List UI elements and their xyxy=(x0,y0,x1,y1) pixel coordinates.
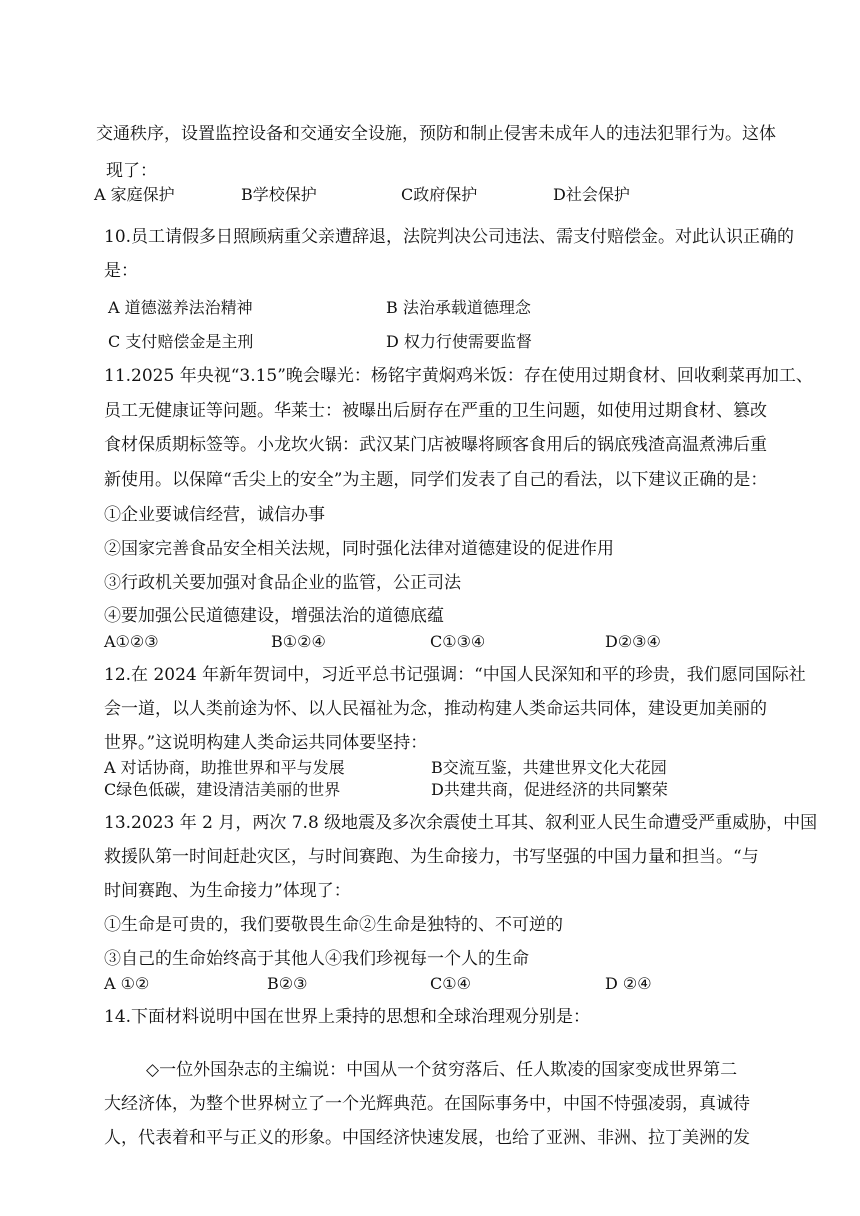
q11-stem-line3: 食材保质期标签等。小龙坎火锅：武汉某门店被曝将顾客食用后的锅底残渣高温煮沸后重 xyxy=(104,435,767,455)
q13-item-1: ①生命是可贵的，我们要敬畏生命②生命是独特的、不可逆的 xyxy=(104,915,563,935)
q12-option-b: B交流互鉴，共建世界文化大花园 xyxy=(431,758,667,777)
q12-option-a: A 对话协商，助推世界和平与发展 xyxy=(104,758,345,777)
q9-option-b: B学校保护 xyxy=(241,185,317,204)
q10-option-b: B 法治承载道德理念 xyxy=(386,298,531,317)
q10-stem-line1: 10.员工请假多日照顾病重父亲遭辞退，法院判决公司违法、需支付赔偿金。对此认识正确的 xyxy=(104,227,795,247)
q9-stem-line1: 交通秩序，设置监控设备和交通安全设施，预防和制止侵害未成年人的违法犯罪行为。这体 xyxy=(96,124,776,144)
q11-stem-line4: 新使用。以保障“舌尖上的安全”为主题，同学们发表了自己的看法，以下建议正确的是： xyxy=(104,470,768,490)
q14-material-line2: 大经济体，为整个世界树立了一个光辉典范。在国际事务中，中国不恃强凌弱，真诚待 xyxy=(104,1094,750,1114)
q11-option-b: B①②④ xyxy=(271,632,326,651)
q10-option-d: D 权力行使需要监督 xyxy=(386,332,532,351)
q10-option-a: A 道德滋养法治精神 xyxy=(108,298,253,317)
q13-option-a: A ①② xyxy=(104,974,150,993)
q10-stem-line2: 是： xyxy=(104,261,138,281)
q9-option-a: A 家庭保护 xyxy=(94,185,175,204)
q13-option-c: C①④ xyxy=(430,974,471,993)
q13-stem-line3: 时间赛跑、为生命接力”体现了： xyxy=(104,881,351,901)
q11-item-2: ②国家完善食品安全相关法规，同时强化法律对道德建设的促进作用 xyxy=(104,539,614,559)
q10-option-c: C 支付赔偿金是主刑 xyxy=(108,332,254,351)
q11-option-a: A①②③ xyxy=(104,632,159,651)
q14-material-line1: ◇一位外国杂志的主编说：中国从一个贫穷落后、任人欺凌的国家变成世界第二 xyxy=(146,1060,738,1080)
q11-option-c: C①③④ xyxy=(430,632,486,651)
q11-stem-line1: 11.2025 年央视“3.15”晚会曝光：杨铭宇黄焖鸡米饭：存在使用过期食材、回收剩菜再加工、 xyxy=(104,366,813,386)
q12-option-d: D共建共商，促进经济的共同繁荣 xyxy=(431,780,668,799)
q12-stem-line3: 世界。”这说明构建人类命运共同体要坚持： xyxy=(104,733,428,753)
q13-stem-line1: 13.2023 年 2 月，两次 7.8 级地震及多次余震使土耳其、叙利亚人民生命遭受严重威胁，中国 xyxy=(104,813,818,833)
q13-option-d: D ②④ xyxy=(605,974,652,993)
q13-option-b: B②③ xyxy=(267,974,308,993)
q11-stem-line2: 员工无健康证等问题。华莱士：被曝出后厨存在严重的卫生问题，如使用过期食材、篡改 xyxy=(104,401,767,421)
q11-item-4: ④要加强公民道德建设，增强法治的道德底蕴 xyxy=(104,606,444,626)
q13-item-2: ③自己的生命始终高于其他人④我们珍视每一个人的生命 xyxy=(104,949,529,969)
q9-option-d: D社会保护 xyxy=(553,185,630,204)
q11-item-3: ③行政机关要加强对食品企业的监管，公正司法 xyxy=(104,573,461,593)
q12-stem-line2: 会一道，以人类前途为怀、以人民福祉为念，推动构建人类命运共同体，建设更加美丽的 xyxy=(104,699,767,719)
q9-stem-line2: 现了： xyxy=(106,161,157,181)
q14-stem: 14.下面材料说明中国在世界上秉持的思想和全球治理观分别是： xyxy=(104,1007,591,1027)
q14-material-line3: 人，代表着和平与正义的形象。中国经济快速发展，也给了亚洲、非洲、拉丁美洲的发 xyxy=(104,1128,750,1148)
q11-item-1: ①企业要诚信经营，诚信办事 xyxy=(104,505,325,525)
q11-option-d: D②③④ xyxy=(605,632,661,651)
q9-option-c: C政府保护 xyxy=(401,185,478,204)
q12-option-c: C绿色低碳，建设清洁美丽的世界 xyxy=(104,780,341,799)
q13-stem-line2: 救援队第一时间赶赴灾区，与时间赛跑、为生命接力，书写坚强的中国力量和担当。“与 xyxy=(104,847,759,867)
q12-stem-line1: 12.在 2024 年新年贺词中，习近平总书记强调：“中国人民深知和平的珍贵，我们愿同国际社 xyxy=(104,665,806,685)
